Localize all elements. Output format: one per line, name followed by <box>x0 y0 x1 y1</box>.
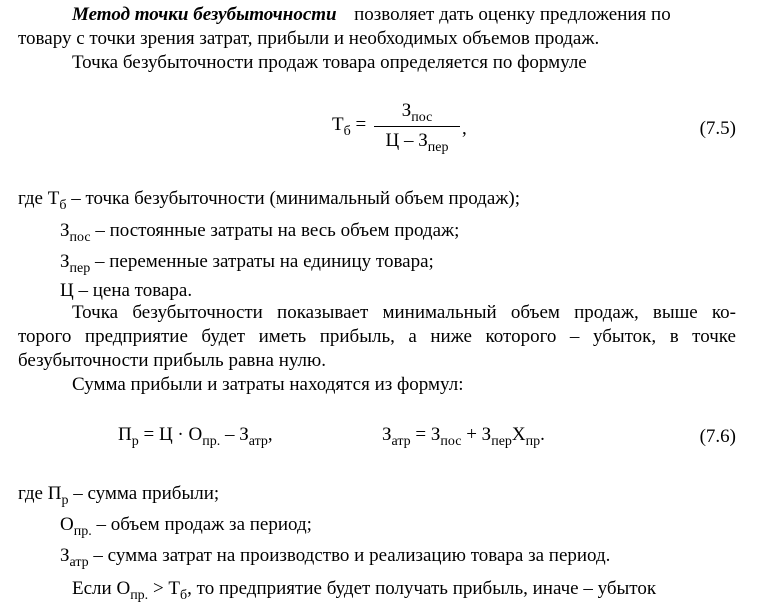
paragraph-conclusion: Если $О_{пр.} > Т_б$, то предприятие будет получать прибыль, иначе – убыток <box>72 578 657 603</box>
formula-comma: , <box>462 118 467 139</box>
paragraph-intro-line-2: товару с точки зрения затрат, прибыли и необходимых объемов продаж. <box>18 28 600 49</box>
paragraph-intro-line-1 <box>72 4 736 26</box>
fraction-numerator: $З_{пос}$ <box>401 100 433 125</box>
formula-lhs: $Т_б$ = <box>332 114 367 139</box>
definition-profit: где $П_р$ – сумма прибыли; <box>18 483 220 508</box>
intro-text: позволяет дать оценку предложения по <box>354 4 671 25</box>
paragraph-explanation-line-2: торого предприятие будет иметь прибыль, а ниже которого – убыток, в точке <box>18 326 736 347</box>
definition-fixed-costs: $З_{пос}$ – постоянные затраты на весь объем продаж; <box>60 220 460 245</box>
formula-profit: $П_р = Ц \cdot О_{пр.} - З_{атр}$, <box>118 424 273 449</box>
paragraph-formulas-intro: Сумма прибыли и затраты находятся из формул: <box>72 374 464 395</box>
definition-total-costs: $З_{атр}$ – сумма затрат на производство и реализацию товара за период. <box>60 545 611 570</box>
fraction-denominator: Ц – $З_{пер}$ <box>385 130 449 155</box>
equation-number-7-5: (7.5) <box>699 118 736 139</box>
equation-number-7-6: (7.6) <box>699 426 736 447</box>
paragraph-explanation-line-3: безубыточности прибыль равна нулю. <box>18 350 326 371</box>
definition-sales-volume: $О_{пр.}$ – объем продаж за период; <box>60 514 312 539</box>
paragraph-formula-intro: Точка безубыточности продаж товара определяется по формуле <box>72 52 587 73</box>
formula-costs: $З_{атр} = З_{пос} + З_{пер}Х_{пр}$. <box>382 424 545 449</box>
term-break-even-method: Метод точки безубыточности <box>72 4 337 25</box>
fraction-bar <box>374 126 460 127</box>
definition-price: Ц – цена товара. <box>60 280 193 301</box>
definition-break-even: где $Т_б$ – точка безубыточности (минимальный объем продаж); <box>18 188 520 213</box>
definition-variable-costs: $З_{пер}$ – переменные затраты на единицу товара; <box>60 251 434 276</box>
paragraph-explanation-line-1: Точка безубыточности показывает минимальный объем продаж, выше ко- <box>72 302 736 323</box>
